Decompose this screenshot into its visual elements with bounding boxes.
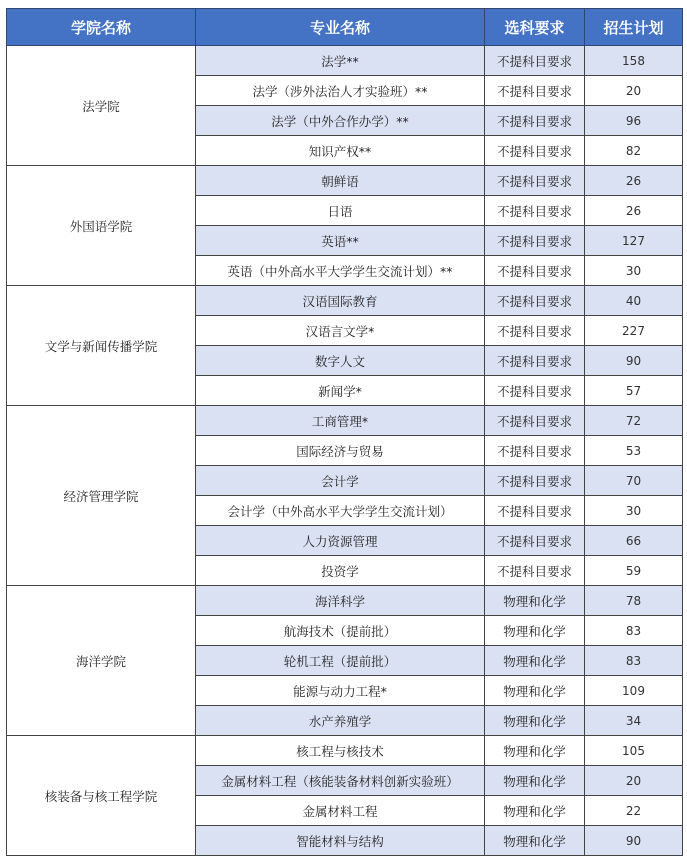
major-name: 核工程与核技术 (196, 736, 485, 766)
subject-requirement: 不提科目要求 (485, 226, 585, 256)
enrollment-plan: 34 (585, 706, 683, 736)
major-name: 会计学（中外高水平大学学生交流计划） (196, 496, 485, 526)
enrollment-plan: 20 (585, 766, 683, 796)
subject-requirement: 不提科目要求 (485, 556, 585, 586)
subject-requirement: 物理和化学 (485, 586, 585, 616)
table-row (7, 586, 683, 616)
subject-requirement: 不提科目要求 (485, 196, 585, 226)
enrollment-plan: 127 (585, 226, 683, 256)
major-name: 航海技术（提前批） (196, 616, 485, 646)
major-name: 英语（中外高水平大学学生交流计划）** (196, 256, 485, 286)
subject-requirement: 物理和化学 (485, 646, 585, 676)
major-name: 会计学 (196, 466, 485, 496)
major-name: 能源与动力工程* (196, 676, 485, 706)
enrollment-plan: 72 (585, 406, 683, 436)
enrollment-plan: 57 (585, 376, 683, 406)
table-row (7, 736, 683, 766)
college-name: 外国语学院 (7, 166, 196, 286)
major-name: 新闻学* (196, 376, 485, 406)
enrollment-plan: 105 (585, 736, 683, 766)
college-name: 核装备与核工程学院 (7, 736, 196, 856)
major-name: 国际经济与贸易 (196, 436, 485, 466)
major-name: 轮机工程（提前批） (196, 646, 485, 676)
subject-requirement: 不提科目要求 (485, 256, 585, 286)
major-name: 法学（中外合作办学）** (196, 106, 485, 136)
major-name: 数字人文 (196, 346, 485, 376)
admissions-table (6, 8, 683, 856)
enrollment-plan: 22 (585, 796, 683, 826)
major-name: 投资学 (196, 556, 485, 586)
subject-requirement: 物理和化学 (485, 616, 585, 646)
enrollment-plan: 83 (585, 646, 683, 676)
enrollment-plan: 70 (585, 466, 683, 496)
subject-requirement: 不提科目要求 (485, 106, 585, 136)
subject-requirement: 不提科目要求 (485, 376, 585, 406)
subject-requirement: 不提科目要求 (485, 436, 585, 466)
major-name: 法学（涉外法治人才实验班）** (196, 76, 485, 106)
major-name: 法学** (196, 46, 485, 76)
subject-requirement: 不提科目要求 (485, 166, 585, 196)
enrollment-plan: 66 (585, 526, 683, 556)
enrollment-plan: 59 (585, 556, 683, 586)
college-name: 经济管理学院 (7, 406, 196, 586)
table-row (7, 406, 683, 436)
subject-requirement: 不提科目要求 (485, 136, 585, 166)
subject-requirement: 不提科目要求 (485, 316, 585, 346)
major-name: 金属材料工程（核能装备材料创新实验班） (196, 766, 485, 796)
major-name: 水产养殖学 (196, 706, 485, 736)
major-name: 金属材料工程 (196, 796, 485, 826)
header-major: 专业名称 (196, 9, 485, 46)
enrollment-plan: 30 (585, 496, 683, 526)
major-name: 汉语言文学* (196, 316, 485, 346)
enrollment-plan: 90 (585, 346, 683, 376)
major-name: 日语 (196, 196, 485, 226)
enrollment-plan: 20 (585, 76, 683, 106)
subject-requirement: 不提科目要求 (485, 406, 585, 436)
subject-requirement: 物理和化学 (485, 676, 585, 706)
table-row (7, 46, 683, 76)
subject-requirement: 物理和化学 (485, 736, 585, 766)
college-name: 法学院 (7, 46, 196, 166)
enrollment-plan: 26 (585, 196, 683, 226)
major-name: 英语** (196, 226, 485, 256)
enrollment-plan: 26 (585, 166, 683, 196)
enrollment-plan: 96 (585, 106, 683, 136)
major-name: 海洋科学 (196, 586, 485, 616)
subject-requirement: 不提科目要求 (485, 76, 585, 106)
enrollment-plan: 53 (585, 436, 683, 466)
subject-requirement: 物理和化学 (485, 796, 585, 826)
major-name: 朝鲜语 (196, 166, 485, 196)
enrollment-plan: 30 (585, 256, 683, 286)
table-row (7, 166, 683, 196)
table-body (7, 46, 683, 856)
subject-requirement: 不提科目要求 (485, 526, 585, 556)
subject-requirement: 物理和化学 (485, 826, 585, 856)
enrollment-plan: 90 (585, 826, 683, 856)
major-name: 知识产权** (196, 136, 485, 166)
header-college: 学院名称 (7, 9, 196, 46)
header-plan: 招生计划 (585, 9, 683, 46)
college-name: 文学与新闻传播学院 (7, 286, 196, 406)
header-row (7, 9, 683, 46)
major-name: 智能材料与结构 (196, 826, 485, 856)
major-name: 人力资源管理 (196, 526, 485, 556)
subject-requirement: 不提科目要求 (485, 496, 585, 526)
table-row (7, 286, 683, 316)
header-requirement: 选科要求 (485, 9, 585, 46)
enrollment-plan: 78 (585, 586, 683, 616)
enrollment-plan: 83 (585, 616, 683, 646)
subject-requirement: 物理和化学 (485, 766, 585, 796)
subject-requirement: 不提科目要求 (485, 46, 585, 76)
subject-requirement: 不提科目要求 (485, 466, 585, 496)
subject-requirement: 物理和化学 (485, 706, 585, 736)
college-name: 海洋学院 (7, 586, 196, 736)
enrollment-plan: 227 (585, 316, 683, 346)
subject-requirement: 不提科目要求 (485, 286, 585, 316)
enrollment-plan: 82 (585, 136, 683, 166)
major-name: 汉语国际教育 (196, 286, 485, 316)
enrollment-plan: 40 (585, 286, 683, 316)
enrollment-plan: 158 (585, 46, 683, 76)
enrollment-plan: 109 (585, 676, 683, 706)
major-name: 工商管理* (196, 406, 485, 436)
subject-requirement: 不提科目要求 (485, 346, 585, 376)
